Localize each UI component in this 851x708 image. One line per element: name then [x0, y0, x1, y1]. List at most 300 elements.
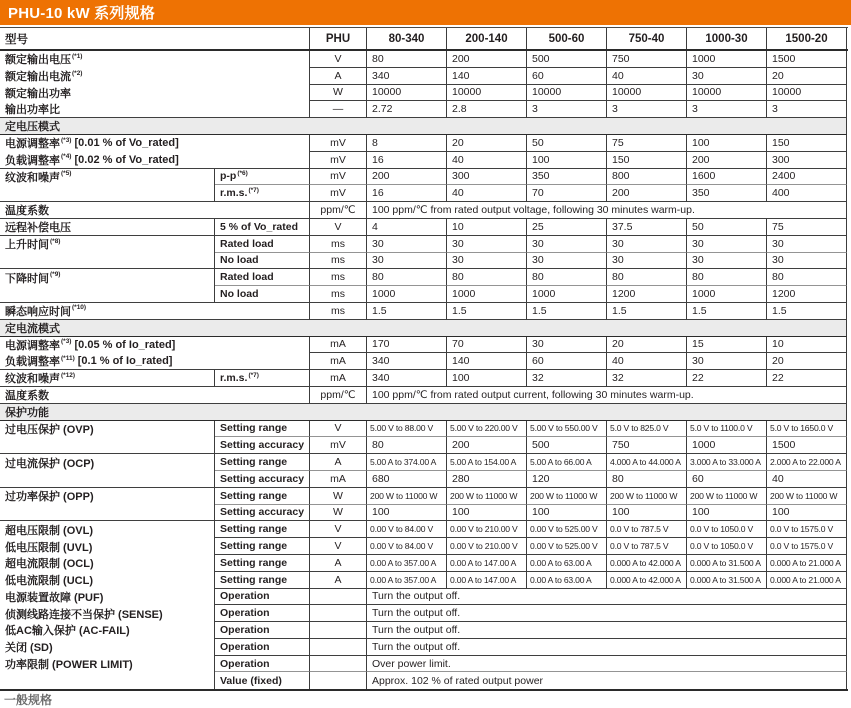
sub-label: p-p — [220, 170, 237, 183]
param-label-cell — [0, 85, 310, 102]
table-row — [0, 169, 848, 186]
value-cell: 5.00 V to 550.00 V — [527, 421, 607, 438]
param-label-cell — [0, 605, 215, 622]
param-label: 额定输出电压 — [5, 54, 71, 67]
unit-cell: ppm/℃ — [310, 202, 367, 219]
table-row — [0, 538, 848, 555]
unit-cell: mA — [310, 471, 367, 488]
sub-label: Operation — [220, 623, 270, 636]
table-row — [0, 185, 848, 202]
value-cell: 30 — [767, 236, 847, 253]
value-cell: 30 — [687, 353, 767, 370]
value-cell: 1.5 — [687, 303, 767, 320]
value-cell: 0.00 V to 525.00 V — [527, 521, 607, 538]
value-cell: 200 — [447, 51, 527, 68]
table-row — [0, 454, 848, 471]
value-cell: 100 — [527, 152, 607, 169]
value-cell: 5.0 V to 1100.0 V — [687, 421, 767, 438]
table-row — [0, 101, 848, 118]
table-header-row — [0, 28, 848, 51]
value-cell: 30 — [687, 68, 767, 85]
value-cell: 2400 — [767, 169, 847, 186]
table-row — [0, 85, 848, 102]
sub-label-cell — [215, 656, 310, 673]
value-cell: 0.0 V to 787.5 V — [607, 521, 687, 538]
table-row — [0, 253, 848, 270]
footnote-ref: (*12) — [61, 371, 76, 379]
value-cell: 0.0 V to 1050.0 V — [687, 538, 767, 555]
unit-cell — [310, 589, 367, 606]
value-cell: 150 — [767, 135, 847, 152]
value-cell: 20 — [767, 68, 847, 85]
value-cell: 1.5 — [367, 303, 447, 320]
value-cell: 1000 — [527, 286, 607, 303]
value-cell: 750 — [607, 51, 687, 68]
unit-cell: mA — [310, 370, 367, 387]
model-column-label: 型号 — [0, 28, 310, 49]
unit-cell: V — [310, 538, 367, 555]
value-cell: 1.5 — [447, 303, 527, 320]
sub-label: Setting range — [220, 556, 288, 569]
value-cell: 120 — [527, 471, 607, 488]
value-cell: 4 — [367, 219, 447, 236]
value-cell: 32 — [527, 370, 607, 387]
next-section-partial: 一般规格 — [4, 693, 53, 708]
table-row — [0, 387, 848, 404]
param-label: 电源调整率 — [5, 339, 60, 352]
value-cell: 300 — [767, 152, 847, 169]
unit-cell — [310, 656, 367, 673]
sub-label-cell — [215, 589, 310, 606]
value-cell: 20 — [447, 135, 527, 152]
param-label-cell — [0, 51, 310, 68]
unit-cell — [310, 672, 367, 689]
sub-label: Setting range — [220, 573, 288, 586]
sub-label-cell — [215, 622, 310, 639]
sub-label: Setting range — [220, 456, 288, 469]
param-label: 纹波和噪声 — [5, 171, 60, 184]
value-cell: 0.00 A to 63.00 A — [527, 572, 607, 589]
value-cell: 500 — [527, 437, 607, 454]
table-row — [0, 555, 848, 572]
table-row — [0, 605, 848, 622]
sub-label: Operation — [220, 590, 270, 603]
value-cell: 340 — [367, 68, 447, 85]
value-cell: 80 — [607, 471, 687, 488]
param-label-cell — [0, 185, 215, 202]
unit-cell: mA — [310, 353, 367, 370]
sub-label: Rated load — [220, 237, 274, 250]
value-cell: 0.00 A to 147.00 A — [447, 555, 527, 572]
sub-label: Setting range — [220, 540, 288, 552]
value-cell: 170 — [367, 337, 447, 354]
value-cell: 15 — [687, 337, 767, 354]
value-cell: 10000 — [367, 85, 447, 102]
value-cell: 5.0 V to 825.0 V — [607, 421, 687, 438]
value-cell: 0.000 A to 42.000 A — [607, 555, 687, 572]
value-cell: 70 — [527, 185, 607, 202]
value-cell: 30 — [527, 236, 607, 253]
value-cell: 60 — [687, 471, 767, 488]
unit-cell — [310, 639, 367, 656]
table-row — [0, 135, 848, 152]
table-row — [0, 370, 848, 387]
sub-label-cell — [215, 437, 310, 454]
value-cell: 350 — [527, 169, 607, 186]
table-row — [0, 219, 848, 236]
sub-label: r.m.s. — [220, 187, 248, 200]
value-cell: 200 W to 11000 W — [607, 488, 687, 505]
param-label-cell — [0, 521, 215, 538]
table-body — [0, 51, 848, 689]
value-cell: 100 — [607, 505, 687, 522]
value-cell: 0.000 A to 21.000 A — [767, 555, 847, 572]
value-cell: 80 — [527, 269, 607, 286]
value-cell: 200 — [687, 152, 767, 169]
table-row — [0, 589, 848, 606]
sub-label: Setting range — [220, 422, 288, 435]
table-row — [0, 672, 848, 689]
param-label-cell — [0, 672, 215, 689]
value-cell: 80 — [367, 437, 447, 454]
span-value-cell: Turn the output off. — [367, 589, 847, 606]
param-label: 输出功率比 — [5, 104, 60, 117]
value-cell: 50 — [527, 135, 607, 152]
param-label: 电源装置故障 (PUF) — [5, 591, 104, 604]
value-cell: 10000 — [527, 85, 607, 102]
footnote-ref: (*2) — [72, 69, 83, 77]
value-cell: 30 — [687, 253, 767, 270]
value-cell: 150 — [607, 152, 687, 169]
value-cell: 1200 — [767, 286, 847, 303]
value-cell: 200 W to 11000 W — [367, 488, 447, 505]
value-cell: 5.00 A to 66.00 A — [527, 454, 607, 471]
value-cell: 30 — [447, 253, 527, 270]
sub-label-cell — [215, 538, 310, 555]
value-cell: 0.0 V to 1575.0 V — [767, 538, 847, 555]
value-cell: 80 — [447, 269, 527, 286]
value-cell: 40 — [447, 152, 527, 169]
unit-cell: W — [310, 488, 367, 505]
value-cell: 30 — [367, 253, 447, 270]
unit-cell — [310, 622, 367, 639]
value-cell: 30 — [367, 236, 447, 253]
footnote-ref: (*1) — [72, 52, 83, 60]
value-cell: 1200 — [607, 286, 687, 303]
sub-label: 5 % of Vo_rated — [220, 220, 298, 233]
table-row — [0, 639, 848, 656]
unit-cell: V — [310, 421, 367, 438]
value-cell: 140 — [447, 68, 527, 85]
sub-label-cell — [215, 672, 310, 689]
param-label: 超电压限制 (OVL) — [5, 524, 93, 537]
param-label-cell — [0, 622, 215, 639]
value-cell: 300 — [447, 169, 527, 186]
value-cell: 0.00 V to 84.00 V — [367, 538, 447, 555]
sub-label: No load — [220, 288, 259, 301]
unit-cell: ms — [310, 286, 367, 303]
value-cell: 1.5 — [767, 303, 847, 320]
footnote-ref: (*3) — [61, 338, 72, 346]
value-cell: 40 — [607, 353, 687, 370]
value-cell: 8 — [367, 135, 447, 152]
footnote-ref: (*8) — [50, 237, 61, 245]
param-label: 低AC输入保护 (AC-FAIL) — [5, 625, 130, 638]
unit-cell: A — [310, 555, 367, 572]
param-label-cell — [0, 505, 215, 522]
param-label-cell — [0, 286, 215, 303]
value-cell: 0.00 V to 525.00 V — [527, 538, 607, 555]
param-label: 下降时间 — [5, 272, 49, 285]
param-label-cell — [0, 555, 215, 572]
unit-cell: ms — [310, 303, 367, 320]
param-label: 纹波和噪声 — [5, 373, 60, 386]
value-cell: 200 — [367, 169, 447, 186]
value-cell: 680 — [367, 471, 447, 488]
table-row — [0, 622, 848, 639]
param-label-cell — [0, 269, 215, 286]
value-cell: 0.00 V to 84.00 V — [367, 521, 447, 538]
sub-label-cell — [215, 219, 310, 236]
unit-cell: A — [310, 454, 367, 471]
param-label: 功率限制 (POWER LIMIT) — [5, 659, 133, 672]
value-cell: 1.5 — [527, 303, 607, 320]
value-cell: 2.000 A to 22.000 A — [767, 454, 847, 471]
param-label: 额定输出功率 — [5, 87, 71, 100]
param-label-cell — [0, 471, 215, 488]
value-cell: 100 — [527, 505, 607, 522]
value-cell: 0.00 V to 210.00 V — [447, 521, 527, 538]
param-label: 上升时间 — [5, 239, 49, 252]
table-row — [0, 353, 848, 370]
sub-label: r.m.s. — [220, 372, 248, 385]
value-cell: 0.0 V to 1050.0 V — [687, 521, 767, 538]
value-cell: 200 W to 11000 W — [767, 488, 847, 505]
value-cell: 0.00 V to 210.00 V — [447, 538, 527, 555]
param-label-cell — [0, 589, 215, 606]
param-label-cell — [0, 135, 310, 152]
value-cell: 280 — [447, 471, 527, 488]
value-cell: 340 — [367, 370, 447, 387]
param-label: 过电流保护 (OCP) — [5, 457, 95, 470]
span-value-cell: 100 ppm/℃ from rated output current, following 30 minutes warm-up. — [367, 387, 847, 404]
value-cell: 0.00 A to 63.00 A — [527, 555, 607, 572]
span-value-cell: 100 ppm/℃ from rated output voltage, following 30 minutes warm-up. — [367, 202, 847, 219]
table-row — [0, 656, 848, 673]
value-cell: 37.5 — [607, 219, 687, 236]
value-cell: 3 — [687, 101, 767, 118]
value-cell: 3 — [607, 101, 687, 118]
param-label-cell — [0, 219, 215, 236]
value-cell: 100 — [687, 135, 767, 152]
table-row — [0, 269, 848, 286]
value-cell: 0.000 A to 21.000 A — [767, 572, 847, 589]
sub-label-cell — [215, 421, 310, 438]
value-cell: 0.0 V to 787.5 V — [607, 538, 687, 555]
table-row — [0, 471, 848, 488]
param-label-detail: [0.01 % of Vo_rated] — [74, 137, 179, 150]
value-cell: 200 — [447, 437, 527, 454]
table-row — [0, 51, 848, 68]
value-cell: 80 — [367, 269, 447, 286]
unit-cell: mV — [310, 152, 367, 169]
span-value-cell: Approx. 102 % of rated output power — [367, 672, 847, 689]
value-cell: 80 — [767, 269, 847, 286]
param-label: 瞬态响应时间 — [5, 305, 71, 318]
param-label: 低电流限制 (UCL) — [5, 575, 93, 588]
unit-cell: mV — [310, 185, 367, 202]
value-cell: 1000 — [687, 51, 767, 68]
value-cell: 1000 — [687, 437, 767, 454]
value-cell: 10000 — [767, 85, 847, 102]
unit-cell: W — [310, 505, 367, 522]
table-row — [0, 236, 848, 253]
param-label-detail: [0.02 % of Vo_rated] — [74, 153, 179, 166]
unit-cell: ms — [310, 269, 367, 286]
param-label-cell — [0, 639, 215, 656]
sub-label: Operation — [220, 640, 270, 653]
param-label-cell — [0, 656, 215, 673]
table-row — [0, 337, 848, 354]
value-cell: 40 — [607, 68, 687, 85]
value-cell: 1600 — [687, 169, 767, 186]
value-cell: 200 W to 11000 W — [527, 488, 607, 505]
table-row — [0, 505, 848, 522]
table-row — [0, 303, 848, 320]
sub-label-cell — [215, 555, 310, 572]
section-row — [0, 404, 848, 421]
value-cell: 30 — [687, 236, 767, 253]
value-cell: 22 — [767, 370, 847, 387]
value-cell: 80 — [607, 269, 687, 286]
sub-label-cell — [215, 521, 310, 538]
param-label-cell — [0, 421, 215, 438]
param-label-cell — [0, 538, 215, 555]
value-cell: 3.000 A to 33.000 A — [687, 454, 767, 471]
value-cell: 30 — [447, 236, 527, 253]
table-row — [0, 68, 848, 85]
footnote-ref: (*7) — [248, 186, 259, 194]
value-cell: 2.8 — [447, 101, 527, 118]
value-cell: 5.0 V to 1650.0 V — [767, 421, 847, 438]
unit-cell: — — [310, 101, 367, 118]
value-cell: 0.000 A to 31.500 A — [687, 572, 767, 589]
param-label-cell — [0, 202, 310, 219]
value-cell: 1000 — [687, 286, 767, 303]
value-cell: 140 — [447, 353, 527, 370]
value-cell: 20 — [607, 337, 687, 354]
value-cell: 30 — [527, 337, 607, 354]
footnote-ref: (*7) — [248, 371, 259, 379]
param-label-cell — [0, 387, 310, 404]
footnote-ref: (*4) — [61, 153, 72, 161]
table-row — [0, 521, 848, 538]
param-label-cell — [0, 169, 215, 186]
param-label-cell — [0, 353, 310, 370]
param-label: 远程补偿电压 — [5, 221, 71, 234]
value-cell: 10000 — [607, 85, 687, 102]
value-cell: 5.00 V to 220.00 V — [447, 421, 527, 438]
value-cell: 5.00 A to 374.00 A — [367, 454, 447, 471]
value-cell: 40 — [447, 185, 527, 202]
param-label: 电源调整率 — [5, 138, 60, 151]
sub-label-cell — [215, 639, 310, 656]
value-cell: 100 — [767, 505, 847, 522]
section-title: 定电流模式 — [0, 320, 847, 337]
section-title: 定电压模式 — [0, 118, 847, 135]
sub-label-cell — [215, 370, 310, 387]
table-row — [0, 286, 848, 303]
value-cell: 30 — [527, 253, 607, 270]
param-label-detail: [0.1 % of Io_rated] — [77, 355, 173, 368]
unit-cell: ms — [310, 253, 367, 270]
unit-cell: ppm/℃ — [310, 387, 367, 404]
value-cell: 10 — [767, 337, 847, 354]
value-cell: 0.00 A to 357.00 A — [367, 555, 447, 572]
value-cell: 800 — [607, 169, 687, 186]
value-cell: 100 — [367, 505, 447, 522]
value-cell: 1500 — [767, 51, 847, 68]
value-cell: 0.000 A to 42.000 A — [607, 572, 687, 589]
value-cell: 5.00 V to 88.00 V — [367, 421, 447, 438]
value-cell: 16 — [367, 152, 447, 169]
spec-table — [0, 27, 848, 691]
sub-label-cell — [215, 471, 310, 488]
value-cell: 10 — [447, 219, 527, 236]
section-row — [0, 320, 848, 337]
param-label-detail: [0.05 % of Io_rated] — [74, 338, 176, 351]
sub-label: Setting accuracy — [220, 439, 305, 452]
sub-label: Setting range — [220, 523, 288, 536]
sub-label: Operation — [220, 607, 270, 620]
value-cell: 100 — [687, 505, 767, 522]
value-cell: 0.00 A to 357.00 A — [367, 572, 447, 589]
value-cell: 200 W to 11000 W — [687, 488, 767, 505]
value-cell: 80 — [367, 51, 447, 68]
param-label: 过功率保护 (OPP) — [5, 491, 94, 504]
sub-label-cell — [215, 605, 310, 622]
footnote-ref: (*10) — [72, 304, 87, 312]
sub-label-cell — [215, 488, 310, 505]
param-label: 侦测线路连接不当保护 (SENSE) — [5, 608, 163, 621]
sub-label: Setting accuracy — [220, 506, 305, 519]
value-cell: 100 — [447, 370, 527, 387]
param-label-cell — [0, 101, 310, 118]
unit-cell: V — [310, 521, 367, 538]
model-header-cell: 500-60 — [527, 28, 607, 49]
value-cell: 1000 — [367, 286, 447, 303]
value-cell: 75 — [767, 219, 847, 236]
value-cell: 50 — [687, 219, 767, 236]
param-label: 关闭 (SD) — [5, 642, 53, 655]
footnote-ref: (*9) — [50, 271, 61, 279]
value-cell: 22 — [687, 370, 767, 387]
page-title: PHU-10 kW 系列规格 — [8, 5, 155, 22]
unit-cell: mA — [310, 337, 367, 354]
unit-cell — [310, 605, 367, 622]
value-cell: 200 — [607, 185, 687, 202]
unit-cell: ms — [310, 236, 367, 253]
model-header-cell: 1500-20 — [767, 28, 847, 49]
sub-label-cell — [215, 253, 310, 270]
table-row — [0, 488, 848, 505]
value-cell: 60 — [527, 68, 607, 85]
value-cell: 3 — [527, 101, 607, 118]
param-label-cell — [0, 303, 310, 320]
param-label-cell — [0, 152, 310, 169]
table-row — [0, 437, 848, 454]
value-cell: 0.0 V to 1575.0 V — [767, 521, 847, 538]
